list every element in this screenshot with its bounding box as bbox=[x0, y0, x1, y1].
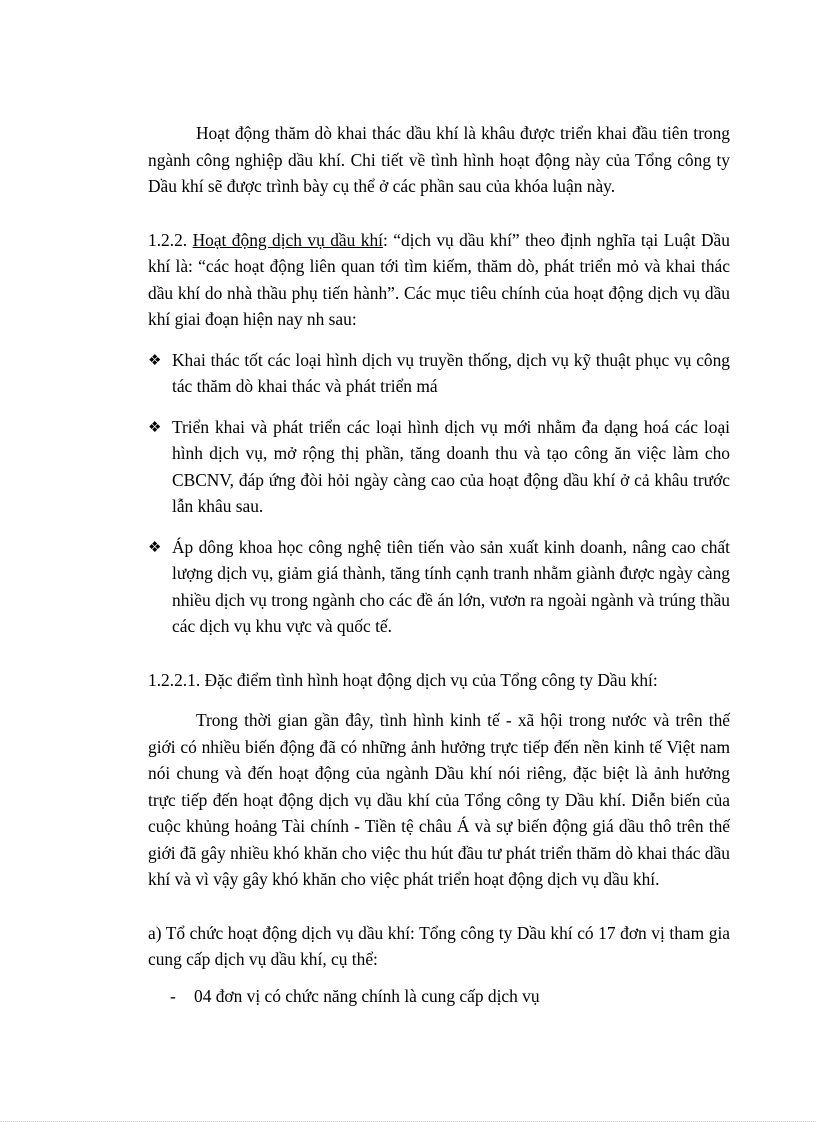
diamond-bullet-icon: ❖ bbox=[148, 417, 162, 436]
bullet-item bbox=[148, 534, 730, 640]
dash-bullet: - bbox=[170, 985, 176, 1006]
section-1-2-2-heading: Hoạt động dịch vụ dầu khí bbox=[192, 229, 383, 250]
diamond-bullet-icon: ❖ bbox=[148, 350, 162, 369]
section-1-2-2-paragraph bbox=[148, 227, 730, 333]
section-1-2-2-1-body: Trong thời gian gần đây, tình hình kinh tế - xã hội trong nước và trên thế giới có nhiều biến động đã có những ảnh hưởng trực tiếp đến nền kinh tế Việt nam nói chung và đến hoạt động của ngành Dầu khí nói riêng, đặc biệt là ảnh hưởng trực tiếp đến hoạt động dịch vụ dầu khí của Tổng công ty Dầu khí. Diễn biến của cuộc khủng hoảng Tài chính - Tiền tệ châu Á và sự biến động giá dầu thô trên thế giới đã gây nhiều khó khăn cho việc thu hút đầu tư phát triển thăm dò khai thác dầu khí và vì vậy gây khó khăn cho việc phát triển hoạt động dịch vụ dầu khí. bbox=[148, 710, 730, 889]
intro-paragraph: Hoạt động thăm dò khai thác dầu khí là khâu được triển khai đầu tiên trong ngành công nghiệp dầu khí. Chi tiết về tình hình hoạt động này của Tổng công ty Dầu khí sẽ được trình bày cụ thể ở các phần sau của khóa luận này. bbox=[148, 123, 730, 196]
section-a-paragraph: a) Tổ chức hoạt động dịch vụ dầu khí: Tổng công ty Dầu khí có 17 đơn vị tham gia cung cấp dịch vụ dầu khí, cụ thể: bbox=[148, 922, 730, 969]
section-1-2-2-body: : “dịch vụ dầu khí” theo định nghĩa tại Luật Dầu khí là: “các hoạt động liên quan tới tìm kiếm, thăm dò, phát triển mỏ và khai thác dầu khí do nhà thầu phụ tiến hành”. Các mục tiêu chính của hoạt động dịch vụ dầu khí giai đoạn hiện nay nh sau: bbox=[148, 229, 730, 329]
document-page bbox=[148, 120, 730, 1009]
page-bottom-divider bbox=[0, 1121, 816, 1122]
bullet-item bbox=[148, 414, 730, 520]
diamond-bullet-icon: ❖ bbox=[148, 537, 162, 556]
dash-list-item bbox=[148, 983, 730, 1010]
section-1-2-2-1-heading: 1.2.2.1. Đặc điểm tình hình hoạt động dịch vụ của Tổng công ty Dầu khí: bbox=[148, 669, 658, 690]
bullet-text: Áp dông khoa học công nghệ tiên tiến vào sản xuất kinh doanh, nâng cao chất lượng dịch vụ, giảm giá thành, tăng tính cạnh tranh nhằm giành được ngày càng nhiều dịch vụ trong ngành cho các đề án lớn, vươn ra ngoài ngành và trúng thầu các dịch vụ khu vực và quốc tế. bbox=[172, 536, 730, 636]
dash-list-text: 04 đơn vị có chức năng chính là cung cấp dịch vụ bbox=[194, 985, 540, 1006]
bullet-item bbox=[148, 347, 730, 400]
bullet-text: Khai thác tốt các loại hình dịch vụ truyền thống, dịch vụ kỹ thuật phục vụ công tác thăm dò khai thác và phát triển má bbox=[172, 349, 730, 396]
section-1-2-2-number: 1.2.2. bbox=[148, 229, 193, 250]
bullet-text: Triển khai và phát triển các loại hình dịch vụ mới nhằm đa dạng hoá các loại hình dịch vụ, mở rộng thị phần, tăng doanh thu và tạo công ăn việc làm cho CBCNV, đáp ứng đòi hỏi ngày càng cao của hoạt động dầu khí ở cả khâu trước lẫn khâu sau. bbox=[172, 416, 730, 516]
